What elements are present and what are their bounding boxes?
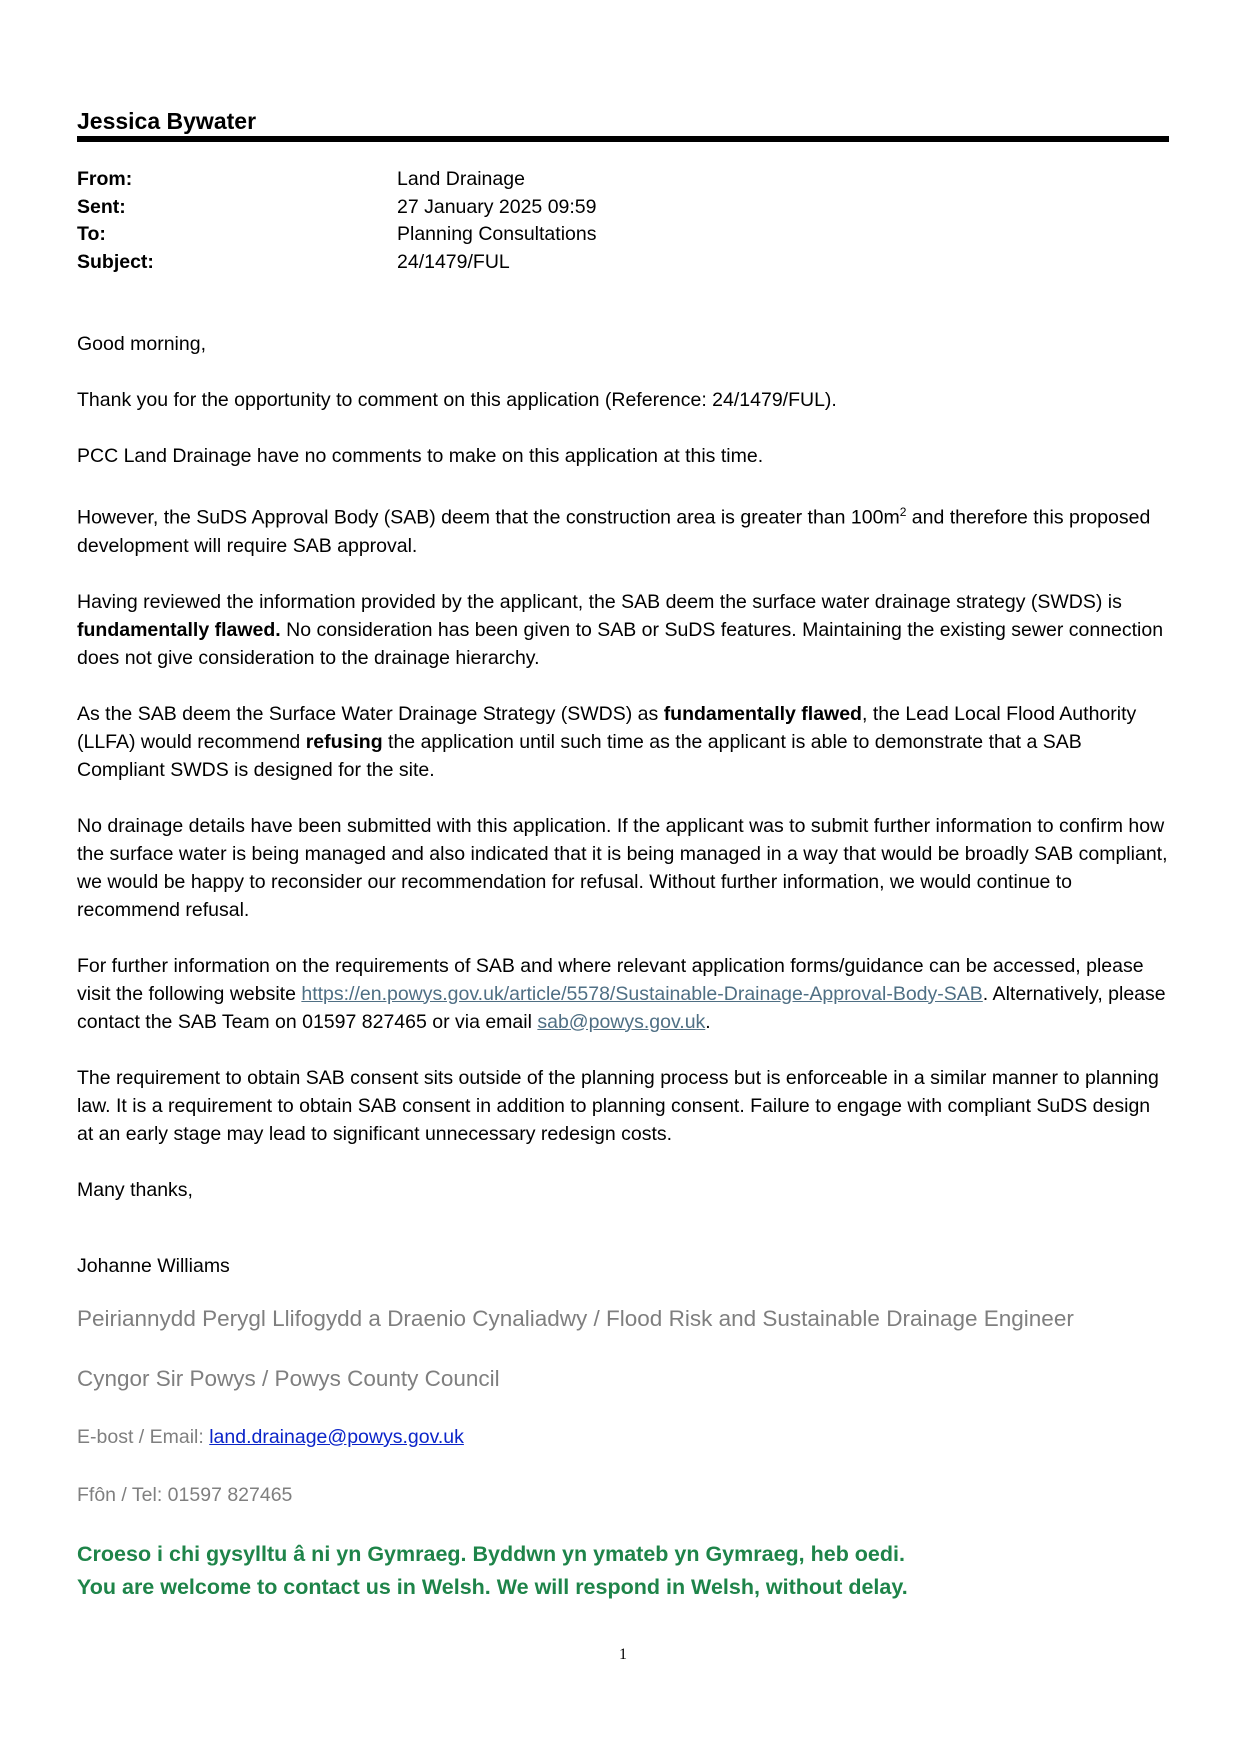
paragraph-sab-consent: The requirement to obtain SAB consent sits outside of the planning process but is enforceable in a similar manner to planning law. It is a requirement to obtain SAB consent in addition to planning consent. Failure to engage with compliant SuDS design at an early stage may lead to significant unnecessary redesign costs. — [77, 1066, 1159, 1145]
paragraph-further-information — [77, 952, 1169, 1036]
p5-text-1: As the SAB deem the Surface Water Drainage Strategy (SWDS) as — [77, 702, 664, 725]
to-label: To: — [77, 223, 106, 245]
email-label: E-bost / Email: — [77, 1426, 210, 1448]
p5-bold-2: refusing — [305, 730, 383, 753]
header-row-to — [77, 221, 1169, 249]
p3-text-after: and therefore this proposed development will require SAB approval. — [77, 506, 1151, 557]
email-printout — [77, 0, 1169, 1755]
paragraph-swds-review — [77, 588, 1169, 672]
email-header — [77, 166, 1169, 276]
signature-email-line — [77, 1426, 464, 1449]
welsh-language-notice — [77, 1538, 908, 1604]
p7-text-3: . — [705, 1010, 711, 1033]
p3-superscript: 2 — [899, 505, 907, 519]
p4-text-after: No consideration has been given to SAB or SuDS features. Maintaining the existing sewer connection does not give consideration to the drainage hierarchy. — [77, 618, 1164, 669]
sab-website-link[interactable]: https://en.powys.gov.uk/article/5578/Sustainable-Drainage-Approval-Body-SAB — [301, 982, 983, 1005]
closing: Many thanks, — [77, 1178, 193, 1201]
land-drainage-email-link[interactable]: land.drainage@powys.gov.uk — [209, 1426, 464, 1448]
welsh-notice-line-1: Croeso i chi gysylltu â ni yn Gymraeg. Byddwn yn ymateb yn Gymraeg, heb oedi. — [77, 1542, 905, 1566]
paragraph-llfa-recommendation — [77, 700, 1169, 784]
email-body — [77, 330, 1169, 1204]
sender-name: Jessica Bywater — [77, 108, 257, 134]
from-label: From: — [77, 168, 133, 190]
page-number: 1 — [619, 1646, 627, 1663]
sab-email-link[interactable]: sab@powys.gov.uk — [537, 1010, 706, 1033]
p4-text-before: Having reviewed the information provided by the applicant, the SAB deem the surface water drainage strategy (SWDS) is — [77, 590, 1122, 613]
signature-telephone: Ffôn / Tel: 01597 827465 — [77, 1484, 293, 1506]
signature-organisation: Cyngor Sir Powys / Powys County Council — [77, 1366, 500, 1391]
sent-label: Sent: — [77, 195, 126, 218]
greeting: Good morning, — [77, 333, 206, 355]
paragraph-no-comments: PCC Land Drainage have no comments to make on this application at this time. — [77, 445, 764, 467]
paragraph-thanks: Thank you for the opportunity to comment on this application (Reference: 24/1479/FUL). — [77, 389, 837, 411]
signature-name: Johanne Williams — [77, 1255, 230, 1277]
to-value: Planning Consultations — [397, 223, 597, 245]
paragraph-no-drainage-details: No drainage details have been submitted with this application. If the applicant was to submit further information to confirm how the surface water is being managed and also indicated that it is being managed in a way that would be broadly SAB compliant, we would be happy to reconsider our recommendation for refusal. Without further information, we would continue to recommend refusal. — [77, 814, 1168, 921]
p7-text-2: . Alternatively, please contact the SAB Team on 01597 827465 or via email — [77, 982, 1166, 1033]
welsh-notice-line-2: You are welcome to contact us in Welsh. We will respond in Welsh, without delay. — [77, 1575, 908, 1599]
signature-title: Peiriannydd Perygl Llifogydd a Draenio Cynaliadwy / Flood Risk and Sustainable Drainage Engineer — [77, 1306, 1074, 1331]
p5-text-2: , the Lead Local Flood Authority (LLFA) would recommend — [77, 702, 1137, 753]
p4-bold: fundamentally flawed. — [77, 618, 281, 641]
header-row-sent — [77, 194, 1169, 222]
p5-text-3: the application until such time as the applicant is able to demonstrate that a SAB Compliant SWDS is designed for the site. — [77, 730, 1082, 781]
subject-value: 24/1479/FUL — [397, 250, 510, 273]
p7-text-1: For further information on the requirements of SAB and where relevant application forms/guidance can be accessed, please visit the following website — [77, 954, 1144, 1005]
from-value: Land Drainage — [397, 168, 525, 190]
header-row-from — [77, 166, 1169, 194]
p3-text-before: However, the SuDS Approval Body (SAB) deem that the construction area is greater than 100m — [77, 506, 900, 529]
sent-value: 27 January 2025 09:59 — [397, 195, 597, 218]
paragraph-sab-approval — [77, 498, 1169, 560]
header-row-subject — [77, 249, 1169, 277]
header-rule — [77, 136, 1169, 142]
subject-label: Subject: — [77, 250, 154, 273]
p5-bold-1: fundamentally flawed — [663, 702, 862, 725]
